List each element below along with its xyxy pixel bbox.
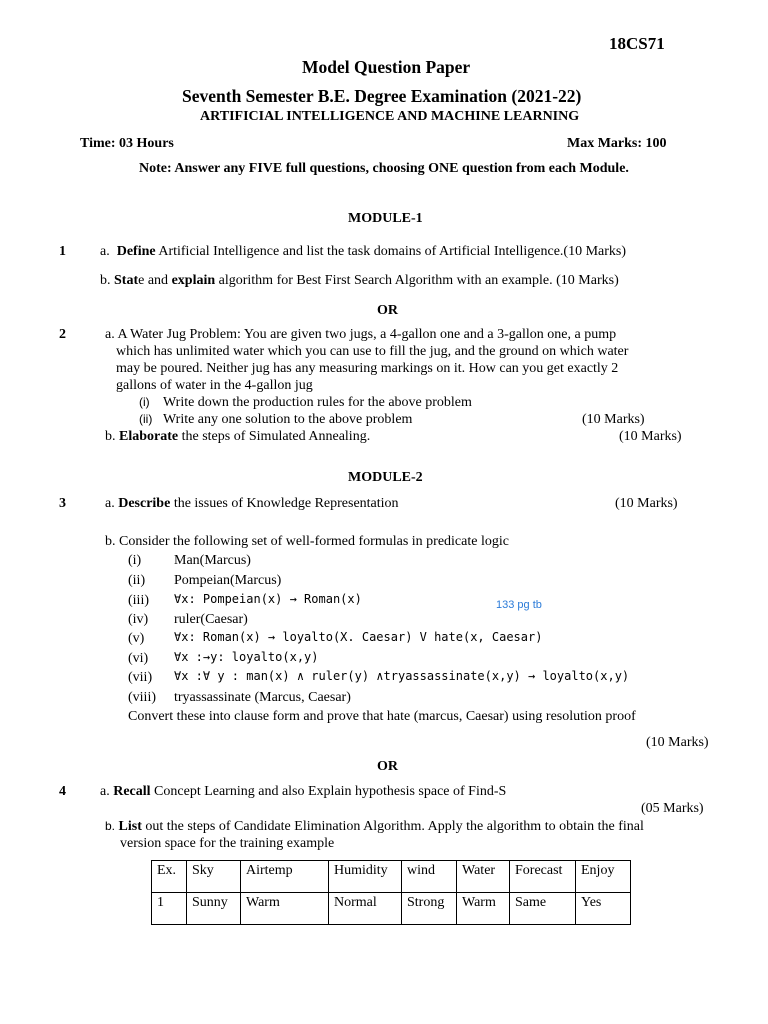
q1a-text: Artificial Intelligence and list the task domains of Artificial Intelligence.(10 Marks) — [155, 244, 627, 259]
table-cell: Normal — [329, 893, 402, 925]
question-4-number: 4 — [59, 784, 66, 799]
question-2a-line-4: gallons of water in the 4-gallon jug — [116, 378, 313, 393]
q4b-prefix: b. — [105, 819, 116, 833]
q4a-text: Concept Learning and also Explain hypothesis space of Find-S — [150, 784, 507, 799]
question-2a-ii-text: Write any one solution to the above problem — [163, 412, 413, 427]
or-separator-1: OR — [377, 303, 398, 318]
q1b-mid: e and — [138, 273, 172, 288]
module-1-heading: MODULE-1 — [348, 211, 423, 226]
training-example-table — [151, 860, 631, 925]
table-row — [152, 893, 631, 925]
question-3b-intro: b. Consider the following set of well-formed formulas in predicate logic — [105, 534, 509, 549]
table-header-cell: Water — [457, 861, 510, 893]
table-header-row — [152, 861, 631, 893]
q1b-verb-2: explain — [171, 273, 216, 288]
q3a-prefix: a. — [105, 496, 115, 511]
table-cell: 1 — [152, 893, 187, 925]
question-2b-marks: (10 Marks) — [619, 429, 682, 444]
subject-title: ARTIFICIAL INTELLIGENCE AND MACHINE LEARNING — [200, 109, 580, 124]
question-2a-marks: (10 Marks) — [582, 412, 645, 427]
q4a-verb: Recall — [113, 784, 151, 799]
formula-text: Man(Marcus) — [174, 553, 251, 568]
q1b-prefix: b. — [100, 273, 111, 288]
table-header-cell: Forecast — [510, 861, 576, 893]
module-2-heading: MODULE-2 — [348, 470, 423, 485]
paper-title: Model Question Paper — [302, 57, 471, 77]
q2b-verb: Elaborate — [119, 429, 179, 444]
max-marks: Max Marks: 100 — [567, 136, 667, 151]
course-code: 18CS71 — [609, 34, 665, 53]
formula-label: (i) — [128, 553, 142, 568]
table-header-cell: Enjoy — [576, 861, 631, 893]
question-2a-line-3: may be poured. Neither jug has any measuring markings on it. How can you get exactly 2 — [116, 361, 619, 376]
question-2a-line-1: a. A Water Jug Problem: You are given two jugs, a 4-gallon one and a 3-gallon one, a pump — [105, 327, 617, 342]
or-separator-2: OR — [377, 759, 398, 774]
question-2a-line-2: which has unlimited water which you can use to fill the jug, and the ground on which water — [116, 344, 629, 359]
formula-text: ∀x: Roman(x) → loyalto(X. Caesar) V hate(x, Caesar) — [174, 630, 543, 644]
table-header-cell: Airtemp — [241, 861, 329, 893]
question-2-number: 2 — [59, 327, 66, 342]
question-2a-i-label: (i) — [139, 395, 150, 409]
formula-label: (viii) — [128, 690, 156, 705]
q1a-prefix: a. — [100, 244, 110, 259]
formula-label: (v) — [128, 631, 145, 646]
q1b-text: algorithm for Best First Search Algorithm with an example. (10 Marks) — [215, 273, 619, 288]
formula-text: tryassassinate (Marcus, Caesar) — [174, 690, 351, 705]
question-2a-ii-label: (ii) — [139, 412, 153, 426]
question-4a — [100, 783, 506, 800]
question-2b — [105, 428, 370, 445]
table-header-cell: Humidity — [329, 861, 402, 893]
question-3b-marks: (10 Marks) — [646, 735, 709, 750]
q4a-prefix: a. — [100, 784, 110, 799]
question-2a-i-text: Write down the production rules for the above problem — [163, 395, 472, 410]
formula-label: (vii) — [128, 670, 153, 685]
handwritten-annotation: 133 pg tb — [496, 599, 542, 611]
formula-label: (ii) — [128, 573, 146, 588]
q1a-verb: Define — [116, 244, 156, 259]
question-4a-marks: (05 Marks) — [641, 801, 704, 816]
question-3a — [105, 495, 399, 512]
exam-title: Seventh Semester B.E. Degree Examination (2021-22) — [182, 86, 582, 106]
question-1b — [100, 272, 619, 289]
table-cell: Same — [510, 893, 576, 925]
question-4b — [105, 818, 644, 835]
question-3a-marks: (10 Marks) — [615, 496, 678, 511]
table-header-cell: Ex. — [152, 861, 187, 893]
question-4b-line-2: version space for the training example — [120, 836, 335, 851]
table-cell: Warm — [241, 893, 329, 925]
formula-label: (iii) — [128, 593, 149, 608]
instructions-note: Note: Answer any FIVE full questions, choosing ONE question from each Module. — [139, 161, 629, 176]
formula-label: (vi) — [128, 651, 149, 666]
q2b-prefix: b. — [105, 429, 116, 444]
formula-text: ruler(Caesar) — [174, 612, 248, 627]
formula-text: ∀x: Pompeian(x) → Roman(x) — [174, 592, 362, 606]
q4b-verb: List — [118, 819, 142, 834]
q4b-text: out the steps of Candidate Elimination Algorithm. Apply the algorithm to obtain the final — [141, 819, 644, 834]
table-header-cell: wind — [402, 861, 457, 893]
question-3b-convert: Convert these into clause form and prove that hate (marcus, Caesar) using resolution proof — [128, 709, 636, 724]
table-cell: Sunny — [187, 893, 241, 925]
table-cell: Strong — [402, 893, 457, 925]
question-1a — [100, 243, 626, 260]
table-cell: Yes — [576, 893, 631, 925]
question-3-number: 3 — [59, 496, 66, 511]
formula-text: Pompeian(Marcus) — [174, 573, 282, 588]
table-header-cell: Sky — [187, 861, 241, 893]
formula-text: ∀x :∀ y : man(x) ∧ ruler(y) ∧tryassassinate(x,y) → loyalto(x,y) — [174, 669, 630, 683]
table-cell: Warm — [457, 893, 510, 925]
formula-text: ∀x :→y: loyalto(x,y) — [174, 650, 319, 664]
q1b-verb-1: Stat — [114, 273, 139, 288]
question-1-number: 1 — [59, 244, 66, 259]
q2b-text: the steps of Simulated Annealing. — [178, 429, 371, 444]
q3a-text: the issues of Knowledge Representation — [170, 496, 399, 511]
exam-time: Time: 03 Hours — [80, 136, 174, 151]
q3a-verb: Describe — [118, 496, 171, 511]
formula-label: (iv) — [128, 612, 149, 627]
